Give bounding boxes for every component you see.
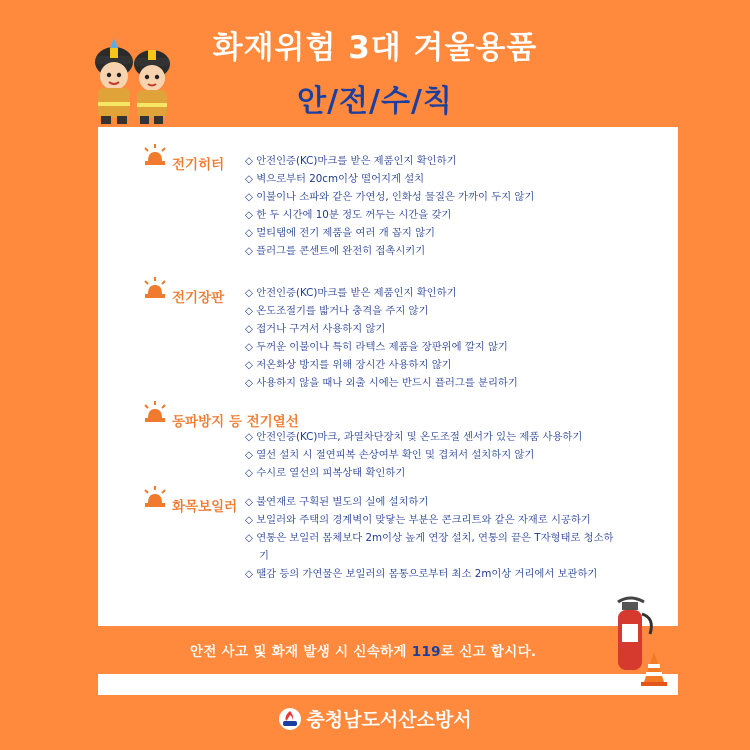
list-item: ◇ 안전인증(KC)마크, 과열차단장치 및 온도조절 센서가 있는 제품 사용하기 [245,431,583,443]
list-item: ◇ 멀티탭에 전기 제품을 여러 개 꼽지 않기 [245,227,435,240]
siren-icon [142,277,168,299]
list-item: ◇ 사용하지 않을 때나 외출 시에는 반드시 플러그를 분리하기 [245,377,518,390]
section-heating-cable [98,401,678,487]
list-item: ◇ 저온화상 방지를 위해 장시간 사용하지 않기 [245,359,452,372]
section-header [142,277,224,306]
list-item: ◇ 안전인증(KC)마크를 받은 제품인지 확인하기 [245,155,457,167]
section-title: 화목보일러 [172,499,238,515]
banner-text [190,640,536,660]
footer [0,705,750,732]
banner-text-before: 안전 사고 및 화재 발생 시 신속하게 [190,644,412,660]
section-title: 전기장판 [172,290,225,306]
list-item: ◇ 플러그를 콘센트에 완전히 접촉시키기 [245,245,426,258]
page-title: 화재위험 3대 겨울용품 [212,30,538,66]
section-title: 전기히터 [172,157,225,173]
list-item: ◇ 안전인증(KC)마크를 받은 제품인지 확인하기 [245,287,457,299]
section-items [245,493,645,583]
section-items [245,428,668,482]
list-item: ◇ 땔감 등의 가연물은 보일러의 몸통으로부터 최소 2m이상 거리에서 보관하기 [245,568,598,581]
section-items [245,152,668,261]
section-wood-boiler [98,486,678,596]
fire-department-logo-icon [278,707,302,731]
list-item: ◇ 수시로 열선의 피복상태 확인하기 [245,467,406,480]
list-item: ◇ 이불이나 소파와 같은 가연성, 인화성 물질은 가까이 두지 않기 [245,191,535,204]
content-card [98,127,678,695]
section-header [142,144,224,173]
firefighter-mascots-illustration [84,36,184,128]
section-title: 동파방지 등 전기열선 [172,414,299,430]
list-item: ◇ 불연재로 구획된 별도의 실에 설치하기 [245,496,429,508]
list-item: ◇ 보일러와 주택의 경계벽이 맞닿는 부분은 콘크리트와 같은 자재로 시공하기 [245,514,591,527]
page-subtitle: 안/전/수/칙 [297,84,453,119]
report-banner [98,626,678,674]
organization-name: 충청남도서산소방서 [306,709,472,731]
list-item: ◇ 연통은 보일러 몸체보다 2m이상 높게 연장 설치, 연통의 끝은 T자형태로 청소하기 [245,532,614,563]
siren-icon [142,144,168,166]
section-electric-blanket [98,277,678,397]
section-header [142,401,299,430]
banner-text-after: 로 신고 합시다. [440,644,537,660]
list-item: ◇ 한 두 시간에 10분 정도 꺼두는 시간을 갖기 [245,209,452,222]
siren-icon [142,486,168,508]
list-item: ◇ 열선 설치 시 절연피복 손상여부 확인 및 겹쳐서 설치하지 않기 [245,449,535,462]
list-item: ◇ 접거나 구겨서 사용하지 않기 [245,323,386,336]
section-electric-heater [98,144,678,264]
list-item: ◇ 온도조절기를 밟거나 충격을 주지 않기 [245,305,429,318]
traffic-cone-icon [640,650,668,686]
list-item: ◇ 두꺼운 이불이나 특히 라텍스 제품을 장판위에 깔지 않기 [245,341,508,354]
list-item: ◇ 벽으로부터 20cm이상 떨어지게 설치 [245,173,425,186]
emergency-number: 119 [411,644,441,660]
section-items [245,284,668,393]
siren-icon [142,401,168,423]
section-header [142,486,237,515]
